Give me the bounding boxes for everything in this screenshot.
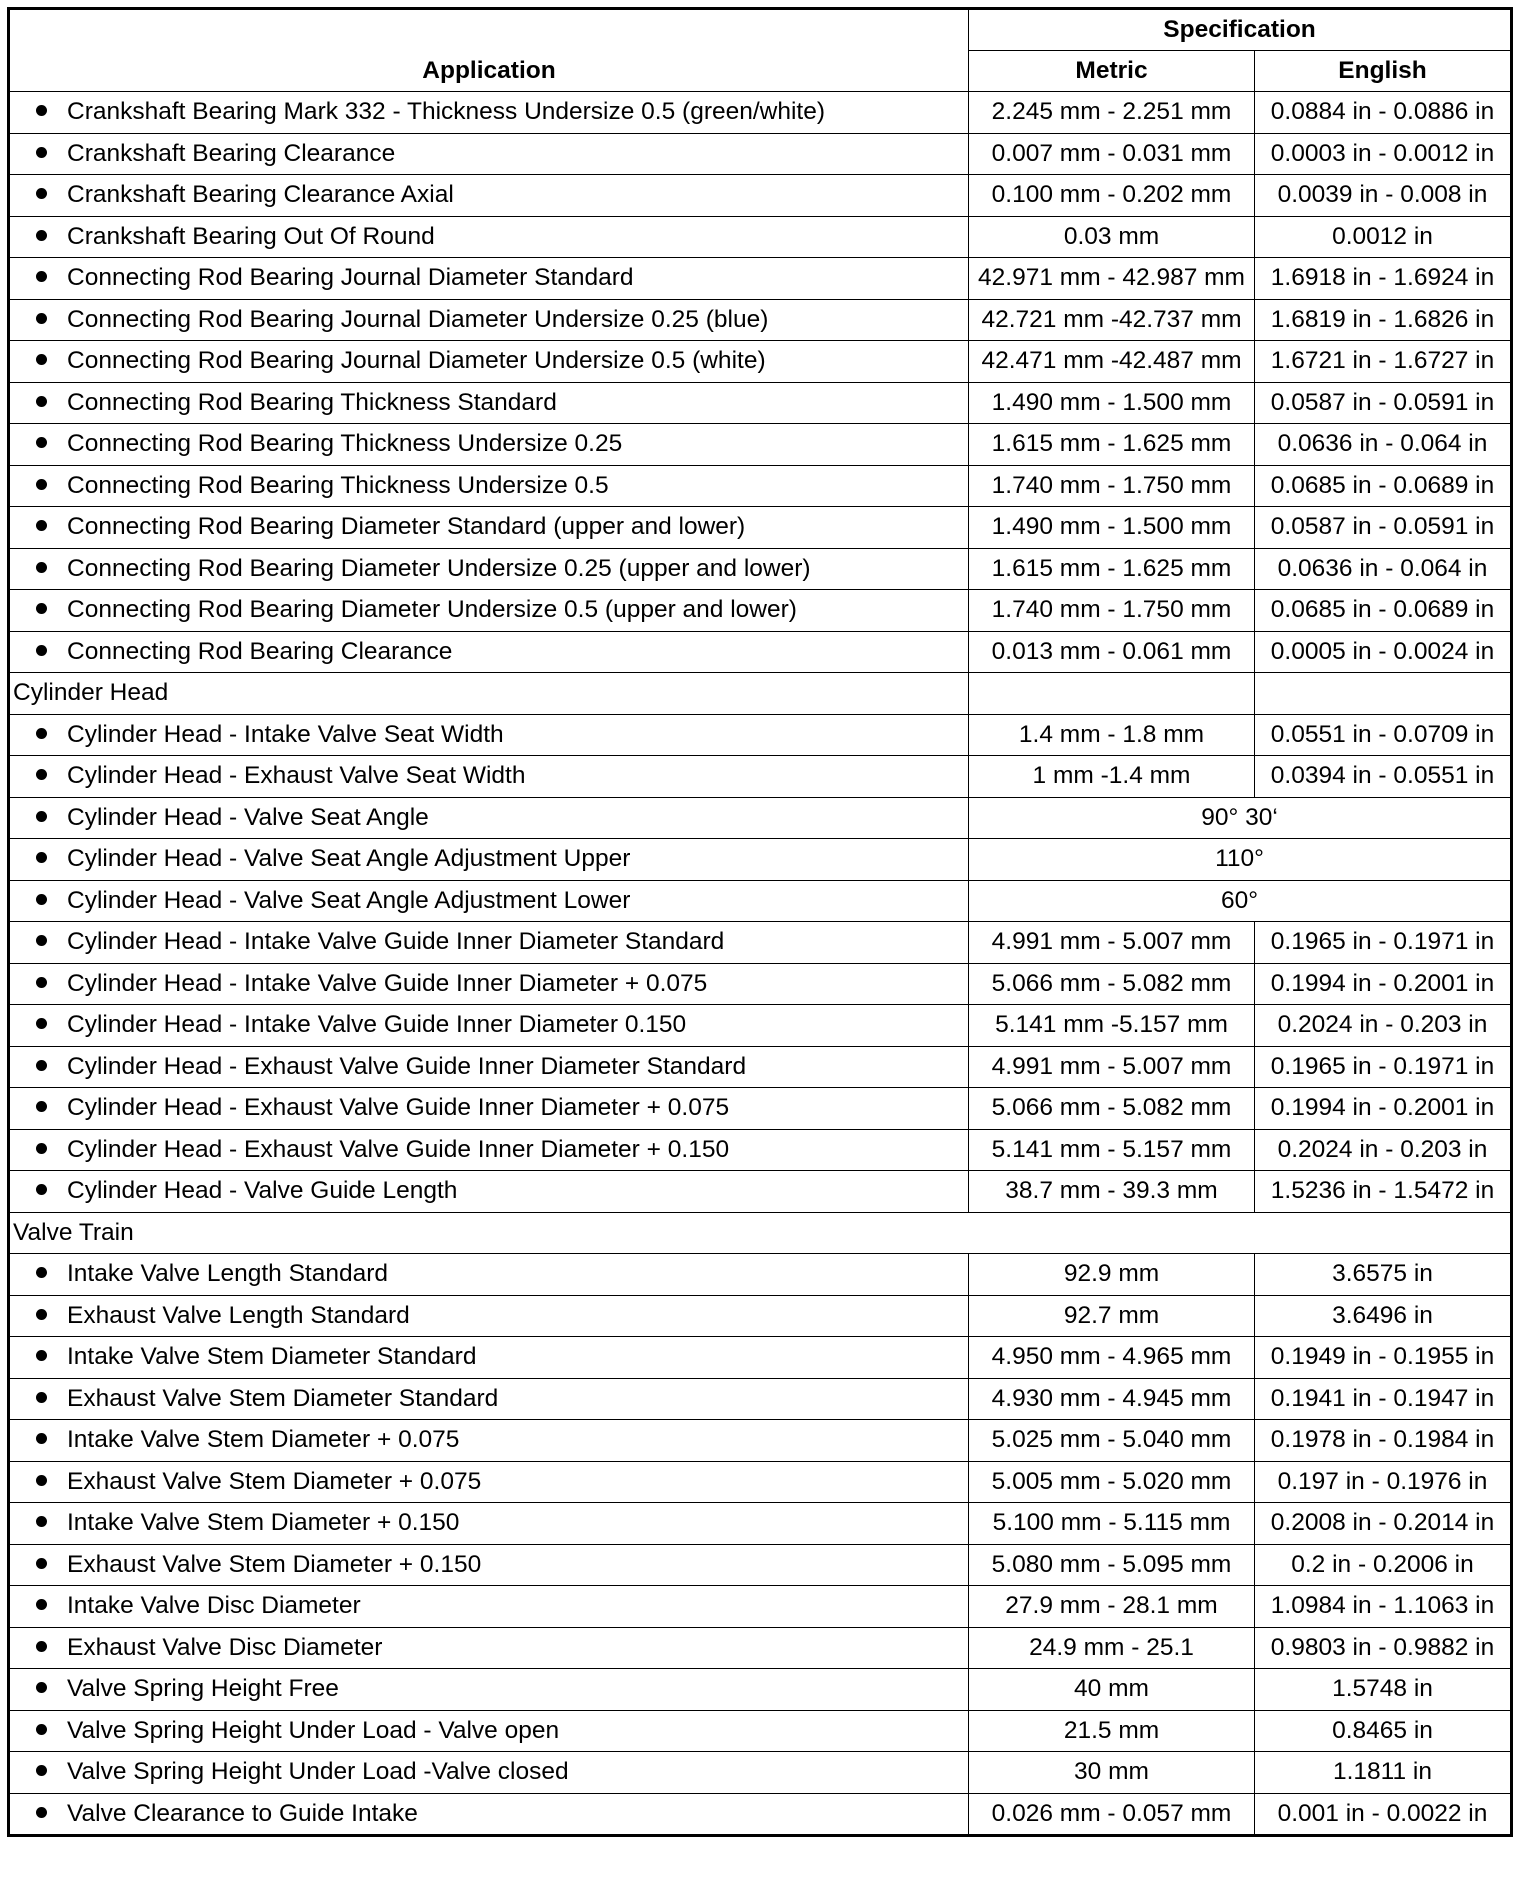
english-cell: 0.0636 in - 0.064 in — [1255, 548, 1512, 590]
metric-cell: 42.971 mm - 42.987 mm — [969, 258, 1255, 300]
metric-cell: 4.930 mm - 4.945 mm — [969, 1378, 1255, 1420]
table-row — [9, 1088, 1512, 1130]
metric-cell: 1.615 mm - 1.625 mm — [969, 424, 1255, 466]
application-text: Crankshaft Bearing Clearance — [67, 139, 396, 167]
english-cell: 0.1965 in - 0.1971 in — [1255, 922, 1512, 964]
application-text: Valve Clearance to Guide Intake — [67, 1799, 418, 1827]
application-cell — [9, 963, 969, 1005]
application-cell — [9, 92, 969, 134]
english-cell: 0.1941 in - 0.1947 in — [1255, 1378, 1512, 1420]
metric-cell: 0.100 mm - 0.202 mm — [969, 175, 1255, 217]
bullet-icon — [36, 1143, 47, 1154]
application-cell — [9, 548, 969, 590]
table-row — [9, 1005, 1512, 1047]
metric-cell: 0.007 mm - 0.031 mm — [969, 133, 1255, 175]
bullet-icon — [36, 188, 47, 199]
application-text: Intake Valve Disc Diameter — [67, 1592, 361, 1620]
application-cell — [9, 1129, 969, 1171]
metric-cell: 27.9 mm - 28.1 mm — [969, 1586, 1255, 1628]
table-row — [9, 382, 1512, 424]
metric-cell: 5.141 mm -5.157 mm — [969, 1005, 1255, 1047]
application-text: Cylinder Head - Intake Valve Guide Inner Diameter Standard — [67, 928, 725, 956]
metric-cell: 92.9 mm — [969, 1254, 1255, 1296]
bullet-icon — [36, 1184, 47, 1195]
english-cell: 0.2008 in - 0.2014 in — [1255, 1503, 1512, 1545]
table-row — [9, 1295, 1512, 1337]
table-row — [9, 756, 1512, 798]
table-row — [9, 963, 1512, 1005]
english-cell: 0.001 in - 0.0022 in — [1255, 1793, 1512, 1836]
table-row — [9, 631, 1512, 673]
application-text: Intake Valve Length Standard — [67, 1260, 389, 1288]
metric-cell: 1.740 mm - 1.750 mm — [969, 590, 1255, 632]
metric-cell: 42.471 mm -42.487 mm — [969, 341, 1255, 383]
application-cell — [9, 590, 969, 632]
application-text: Connecting Rod Bearing Diameter Undersize 0.25 (upper and lower) — [67, 554, 811, 582]
bullet-icon — [36, 977, 47, 988]
application-cell — [9, 1586, 969, 1628]
english-cell: 0.9803 in - 0.9882 in — [1255, 1627, 1512, 1669]
application-text: Connecting Rod Bearing Diameter Undersize 0.5 (upper and lower) — [67, 596, 797, 624]
metric-cell: 42.721 mm -42.737 mm — [969, 299, 1255, 341]
bullet-icon — [36, 1392, 47, 1403]
application-text: Intake Valve Stem Diameter + 0.075 — [67, 1426, 460, 1454]
application-cell — [9, 1710, 969, 1752]
metric-header: Metric — [969, 51, 1255, 92]
application-text: Valve Spring Height Free — [67, 1675, 339, 1703]
application-cell — [9, 1046, 969, 1088]
english-cell: 0.0685 in - 0.0689 in — [1255, 590, 1512, 632]
bullet-icon — [36, 520, 47, 531]
metric-cell: 1.4 mm - 1.8 mm — [969, 714, 1255, 756]
table-row — [9, 797, 1512, 839]
english-cell: 0.1994 in - 0.2001 in — [1255, 1088, 1512, 1130]
table-row — [9, 1627, 1512, 1669]
english-cell: 1.5748 in — [1255, 1669, 1512, 1711]
metric-cell: 5.025 mm - 5.040 mm — [969, 1420, 1255, 1462]
application-text: Crankshaft Bearing Mark 332 - Thickness Undersize 0.5 (green/white) — [67, 98, 826, 126]
application-cell — [9, 1005, 969, 1047]
english-cell: 0.0884 in - 0.0886 in — [1255, 92, 1512, 134]
application-text: Valve Spring Height Under Load -Valve closed — [67, 1758, 569, 1786]
application-cell — [9, 507, 969, 549]
specification-table — [7, 7, 1513, 1837]
bullet-icon — [36, 105, 47, 116]
application-text: Connecting Rod Bearing Thickness Standard — [67, 388, 557, 416]
english-cell: 0.0587 in - 0.0591 in — [1255, 507, 1512, 549]
english-cell: 1.6918 in - 1.6924 in — [1255, 258, 1512, 300]
merged-value-cell: 60° — [969, 880, 1512, 922]
application-cell — [9, 631, 969, 673]
application-cell — [9, 797, 969, 839]
bullet-icon — [36, 852, 47, 863]
application-cell — [9, 1420, 969, 1462]
application-cell — [9, 216, 969, 258]
bullet-icon — [36, 1724, 47, 1735]
metric-cell: 92.7 mm — [969, 1295, 1255, 1337]
english-cell: 0.0685 in - 0.0689 in — [1255, 465, 1512, 507]
english-cell: 0.0005 in - 0.0024 in — [1255, 631, 1512, 673]
specification-header: Specification — [969, 9, 1512, 51]
application-cell — [9, 1627, 969, 1669]
application-text: Crankshaft Bearing Clearance Axial — [67, 181, 454, 209]
metric-cell: 5.080 mm - 5.095 mm — [969, 1544, 1255, 1586]
bullet-icon — [36, 1641, 47, 1652]
english-cell: 0.2024 in - 0.203 in — [1255, 1005, 1512, 1047]
table-row — [9, 1046, 1512, 1088]
table-body — [9, 92, 1512, 1836]
table-row — [9, 424, 1512, 466]
bullet-icon — [36, 1807, 47, 1818]
metric-cell: 0.03 mm — [969, 216, 1255, 258]
table-row — [9, 548, 1512, 590]
application-cell — [9, 714, 969, 756]
table-row — [9, 1129, 1512, 1171]
english-cell: 0.8465 in — [1255, 1710, 1512, 1752]
bullet-icon — [36, 1682, 47, 1693]
bullet-icon — [36, 1267, 47, 1278]
application-cell — [9, 880, 969, 922]
bullet-icon — [36, 935, 47, 946]
application-text: Intake Valve Stem Diameter Standard — [67, 1343, 477, 1371]
table-row — [9, 1752, 1512, 1794]
table-row — [9, 1586, 1512, 1628]
application-cell — [9, 465, 969, 507]
table-row — [9, 1669, 1512, 1711]
empty-cell — [1255, 673, 1512, 715]
bullet-icon — [36, 603, 47, 614]
application-text: Intake Valve Stem Diameter + 0.150 — [67, 1509, 460, 1537]
table-row — [9, 1171, 1512, 1213]
bullet-icon — [36, 1101, 47, 1112]
bullet-icon — [36, 894, 47, 905]
bullet-icon — [36, 645, 47, 656]
table-row — [9, 1710, 1512, 1752]
bullet-icon — [36, 769, 47, 780]
metric-cell: 5.066 mm - 5.082 mm — [969, 1088, 1255, 1130]
application-cell — [9, 1752, 969, 1794]
section-heading: Valve Train — [9, 1212, 1512, 1254]
table-row — [9, 1793, 1512, 1836]
table-row — [9, 133, 1512, 175]
table-row — [9, 1378, 1512, 1420]
english-cell: 0.0394 in - 0.0551 in — [1255, 756, 1512, 798]
bullet-icon — [36, 1599, 47, 1610]
table-row — [9, 1544, 1512, 1586]
metric-cell: 38.7 mm - 39.3 mm — [969, 1171, 1255, 1213]
table-row — [9, 1461, 1512, 1503]
table-row — [9, 216, 1512, 258]
bullet-icon — [36, 811, 47, 822]
english-cell: 1.6721 in - 1.6727 in — [1255, 341, 1512, 383]
section-row — [9, 1212, 1512, 1254]
bullet-icon — [36, 437, 47, 448]
application-text: Cylinder Head - Valve Seat Angle Adjustment Upper — [67, 845, 631, 873]
metric-cell: 5.005 mm - 5.020 mm — [969, 1461, 1255, 1503]
english-cell: 0.1978 in - 0.1984 in — [1255, 1420, 1512, 1462]
application-cell — [9, 341, 969, 383]
application-text: Exhaust Valve Stem Diameter + 0.075 — [67, 1467, 482, 1495]
bullet-icon — [36, 1060, 47, 1071]
english-cell: 0.0551 in - 0.0709 in — [1255, 714, 1512, 756]
metric-cell: 1 mm -1.4 mm — [969, 756, 1255, 798]
metric-cell: 1.615 mm - 1.625 mm — [969, 548, 1255, 590]
bullet-icon — [36, 1350, 47, 1361]
bullet-icon — [36, 354, 47, 365]
english-cell: 1.1811 in — [1255, 1752, 1512, 1794]
metric-cell: 5.100 mm - 5.115 mm — [969, 1503, 1255, 1545]
application-cell — [9, 1793, 969, 1836]
application-text: Connecting Rod Bearing Clearance — [67, 637, 453, 665]
metric-cell: 4.991 mm - 5.007 mm — [969, 922, 1255, 964]
application-cell — [9, 1669, 969, 1711]
english-cell: 0.0012 in — [1255, 216, 1512, 258]
english-cell: 0.0039 in - 0.008 in — [1255, 175, 1512, 217]
table-row — [9, 839, 1512, 881]
bullet-icon — [36, 230, 47, 241]
application-text: Exhaust Valve Disc Diameter — [67, 1633, 383, 1661]
metric-cell: 5.141 mm - 5.157 mm — [969, 1129, 1255, 1171]
bullet-icon — [36, 1516, 47, 1527]
application-text: Connecting Rod Bearing Journal Diameter Standard — [67, 264, 634, 292]
metric-cell: 24.9 mm - 25.1 — [969, 1627, 1255, 1669]
english-header: English — [1255, 51, 1512, 92]
application-cell — [9, 1544, 969, 1586]
metric-cell: 5.066 mm - 5.082 mm — [969, 963, 1255, 1005]
application-text: Cylinder Head - Exhaust Valve Guide Inner Diameter + 0.150 — [67, 1135, 730, 1163]
table-row — [9, 341, 1512, 383]
english-cell: 0.1965 in - 0.1971 in — [1255, 1046, 1512, 1088]
application-header: Application — [9, 9, 969, 92]
table-row — [9, 299, 1512, 341]
application-cell — [9, 424, 969, 466]
english-cell: 0.0587 in - 0.0591 in — [1255, 382, 1512, 424]
section-heading: Cylinder Head — [9, 673, 969, 715]
metric-cell: 30 mm — [969, 1752, 1255, 1794]
table-row — [9, 507, 1512, 549]
bullet-icon — [36, 147, 47, 158]
application-text: Crankshaft Bearing Out Of Round — [67, 222, 435, 250]
application-text: Cylinder Head - Exhaust Valve Seat Width — [67, 762, 526, 790]
table-row — [9, 714, 1512, 756]
table-row — [9, 1337, 1512, 1379]
application-text: Connecting Rod Bearing Diameter Standard (upper and lower) — [67, 513, 746, 541]
bullet-icon — [36, 396, 47, 407]
application-cell — [9, 922, 969, 964]
application-text: Connecting Rod Bearing Journal Diameter Undersize 0.5 (white) — [67, 347, 766, 375]
table-row — [9, 1503, 1512, 1545]
bullet-icon — [36, 313, 47, 324]
english-cell: 3.6575 in — [1255, 1254, 1512, 1296]
metric-cell: 1.490 mm - 1.500 mm — [969, 382, 1255, 424]
application-cell — [9, 1088, 969, 1130]
metric-cell: 40 mm — [969, 1669, 1255, 1711]
application-cell — [9, 299, 969, 341]
table-row — [9, 92, 1512, 134]
application-cell — [9, 1503, 969, 1545]
application-text: Cylinder Head - Exhaust Valve Guide Inner Diameter + 0.075 — [67, 1094, 730, 1122]
table-row — [9, 590, 1512, 632]
english-cell: 0.1949 in - 0.1955 in — [1255, 1337, 1512, 1379]
application-cell — [9, 1337, 969, 1379]
application-cell — [9, 133, 969, 175]
english-cell: 0.0636 in - 0.064 in — [1255, 424, 1512, 466]
application-text: Exhaust Valve Length Standard — [67, 1301, 410, 1329]
section-row — [9, 673, 1512, 715]
application-text: Exhaust Valve Stem Diameter + 0.150 — [67, 1550, 482, 1578]
table-row — [9, 465, 1512, 507]
english-cell: 1.6819 in - 1.6826 in — [1255, 299, 1512, 341]
bullet-icon — [36, 1475, 47, 1486]
application-cell — [9, 1171, 969, 1213]
application-text: Cylinder Head - Intake Valve Seat Width — [67, 720, 504, 748]
merged-value-cell: 90° 30‘ — [969, 797, 1512, 839]
bullet-icon — [36, 562, 47, 573]
metric-cell: 2.245 mm - 2.251 mm — [969, 92, 1255, 134]
application-text: Cylinder Head - Intake Valve Guide Inner Diameter 0.150 — [67, 1011, 687, 1039]
bullet-icon — [36, 1558, 47, 1569]
bullet-icon — [36, 728, 47, 739]
application-text: Cylinder Head - Valve Seat Angle — [67, 803, 429, 831]
english-cell: 0.2 in - 0.2006 in — [1255, 1544, 1512, 1586]
application-text: Cylinder Head - Valve Seat Angle Adjustment Lower — [67, 886, 631, 914]
application-text: Cylinder Head - Valve Guide Length — [67, 1177, 458, 1205]
bullet-icon — [36, 1309, 47, 1320]
english-cell: 0.197 in - 0.1976 in — [1255, 1461, 1512, 1503]
table-row — [9, 1420, 1512, 1462]
application-cell — [9, 1461, 969, 1503]
metric-cell: 4.950 mm - 4.965 mm — [969, 1337, 1255, 1379]
bullet-icon — [36, 1433, 47, 1444]
merged-value-cell: 110° — [969, 839, 1512, 881]
table-row — [9, 258, 1512, 300]
application-cell — [9, 1378, 969, 1420]
application-cell — [9, 1295, 969, 1337]
application-text: Cylinder Head - Exhaust Valve Guide Inner Diameter Standard — [67, 1052, 747, 1080]
application-cell — [9, 258, 969, 300]
metric-cell: 0.013 mm - 0.061 mm — [969, 631, 1255, 673]
table-row — [9, 880, 1512, 922]
metric-cell: 1.490 mm - 1.500 mm — [969, 507, 1255, 549]
bullet-icon — [36, 1018, 47, 1029]
empty-cell — [969, 673, 1255, 715]
bullet-icon — [36, 271, 47, 282]
application-text: Connecting Rod Bearing Journal Diameter Undersize 0.25 (blue) — [67, 305, 769, 333]
application-cell — [9, 175, 969, 217]
english-cell: 3.6496 in — [1255, 1295, 1512, 1337]
english-cell: 0.2024 in - 0.203 in — [1255, 1129, 1512, 1171]
bullet-icon — [36, 479, 47, 490]
application-text: Cylinder Head - Intake Valve Guide Inner Diameter + 0.075 — [67, 969, 708, 997]
application-cell — [9, 1254, 969, 1296]
english-cell: 1.5236 in - 1.5472 in — [1255, 1171, 1512, 1213]
metric-cell: 21.5 mm — [969, 1710, 1255, 1752]
english-cell: 1.0984 in - 1.1063 in — [1255, 1586, 1512, 1628]
application-cell — [9, 839, 969, 881]
metric-cell: 0.026 mm - 0.057 mm — [969, 1793, 1255, 1836]
table-row — [9, 1254, 1512, 1296]
application-cell — [9, 382, 969, 424]
application-cell — [9, 756, 969, 798]
table-row — [9, 175, 1512, 217]
application-text: Connecting Rod Bearing Thickness Undersize 0.5 — [67, 471, 609, 499]
metric-cell: 4.991 mm - 5.007 mm — [969, 1046, 1255, 1088]
application-text: Connecting Rod Bearing Thickness Undersize 0.25 — [67, 430, 623, 458]
bullet-icon — [36, 1765, 47, 1776]
table-row — [9, 922, 1512, 964]
english-cell: 0.1994 in - 0.2001 in — [1255, 963, 1512, 1005]
application-text: Valve Spring Height Under Load - Valve open — [67, 1716, 560, 1744]
metric-cell: 1.740 mm - 1.750 mm — [969, 465, 1255, 507]
english-cell: 0.0003 in - 0.0012 in — [1255, 133, 1512, 175]
application-text: Exhaust Valve Stem Diameter Standard — [67, 1384, 499, 1412]
